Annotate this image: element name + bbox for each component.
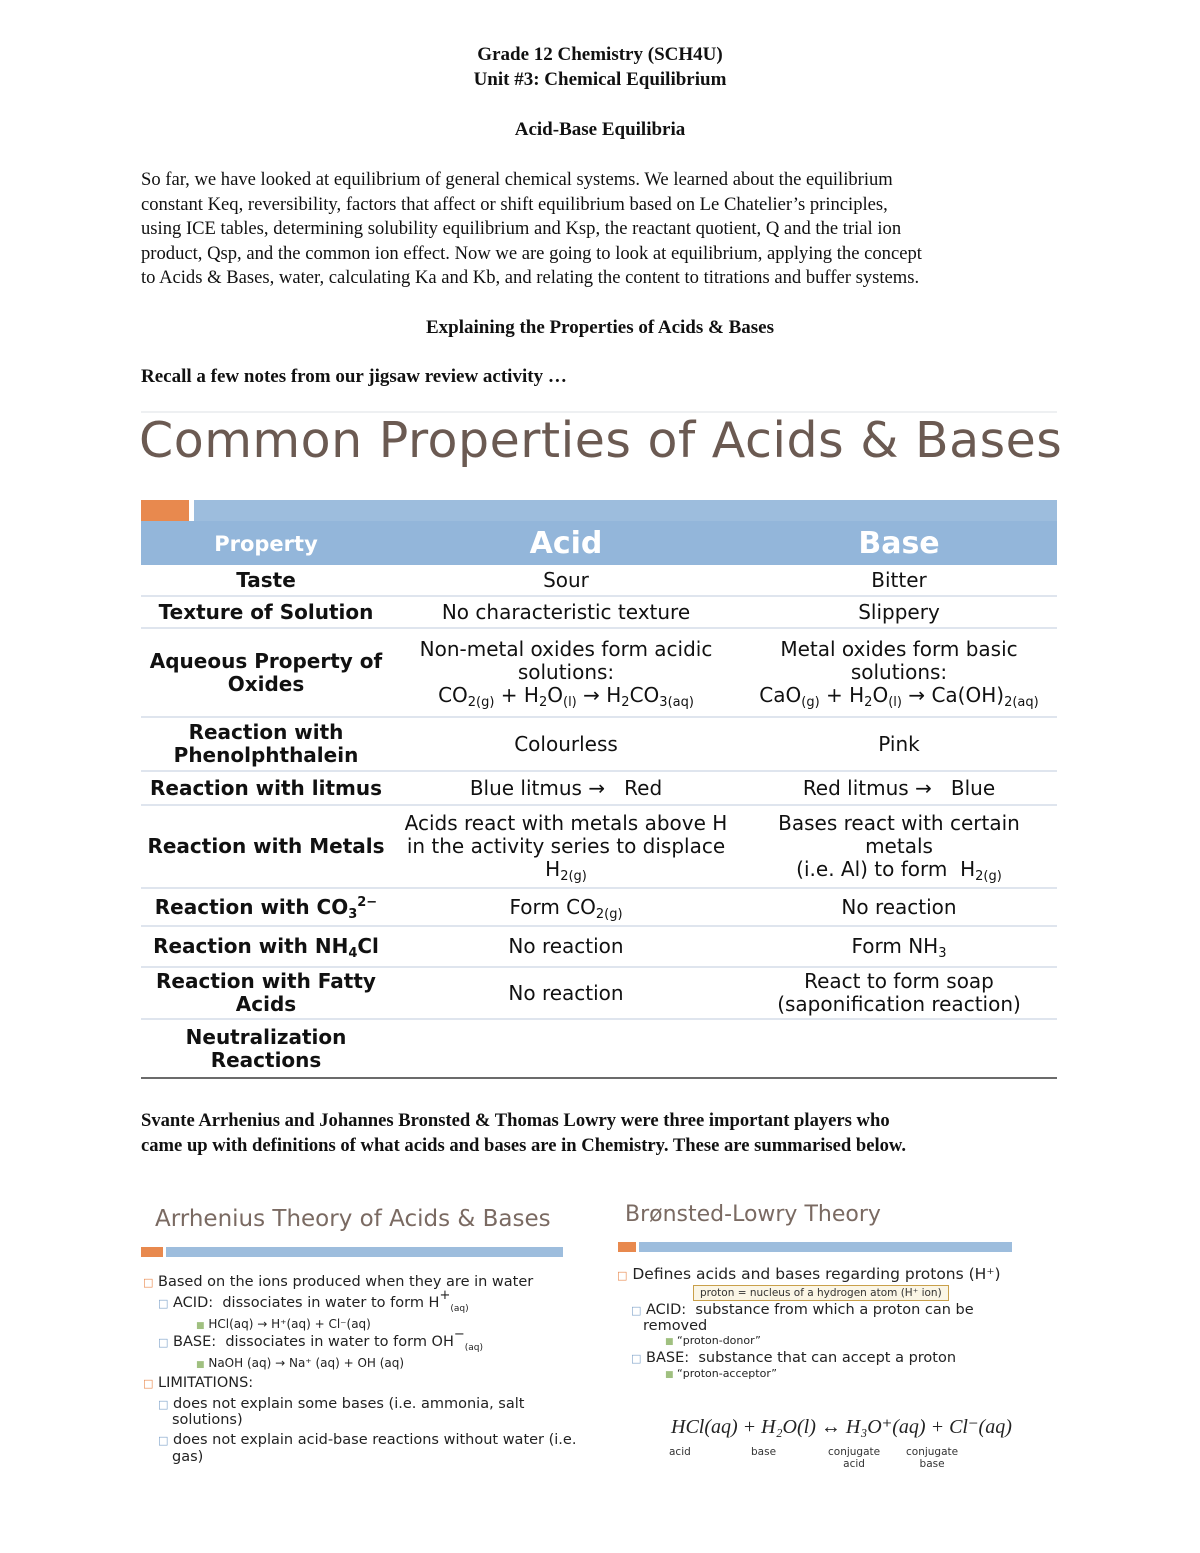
bullet-icon: □ (631, 1304, 642, 1317)
bullet-icon: ■ (196, 1360, 205, 1370)
cell-text: Red litmus (802, 775, 909, 800)
bullet-text: Based on the ions produced when they are in water (158, 1274, 534, 1290)
players-paragraph (141, 1108, 906, 1158)
bronsted-base (631, 1350, 956, 1366)
arrhenius-acid-example (196, 1317, 371, 1331)
bullet-icon: □ (158, 1336, 169, 1349)
bullet-text: Defines acids and bases regarding protons (H⁺) (632, 1265, 1001, 1283)
topic-title: Acid-Base Equilibria (514, 119, 686, 140)
eq-sub: 2 (864, 695, 873, 710)
arrhenius-accent-orange (141, 1247, 163, 1257)
cell-text: Reaction with CO (154, 894, 349, 919)
arrhenius-limit-1b: solutions) (172, 1412, 243, 1428)
label-line: conjugate (828, 1446, 881, 1458)
row-base (741, 628, 1057, 717)
eq-sub: (g) (801, 695, 820, 710)
cell-line: (saponification reaction) (777, 992, 1021, 1016)
row-base: Pink (741, 717, 1057, 771)
table-row (141, 565, 1057, 596)
intro-line: constant Keq, reversibility, factors that affect or shift equilibrium based on Le Chatelier’s principles, (141, 193, 888, 215)
section-heading: Explaining the Properties of Acids & Bases (426, 317, 774, 338)
eq-sub: 3(aq) (659, 695, 694, 710)
arrhenius-title: Arrhenius Theory of Acids & Bases (155, 1206, 551, 1232)
bullet-text: BASE: substance that can accept a proton (646, 1350, 957, 1366)
row-property (141, 628, 391, 717)
table-row (141, 888, 1057, 926)
row-acid: No reaction (391, 967, 741, 1019)
arrow-icon: → (576, 683, 607, 707)
bullet-text: HCl(aq) → H⁺(aq) + Cl⁻(aq) (208, 1317, 371, 1331)
bronsted-accent-orange (618, 1242, 636, 1252)
table-row (141, 926, 1057, 967)
cell-line: Reactions (210, 1047, 322, 1072)
cell-line: Acids (235, 992, 297, 1016)
eq-sub: 2 (621, 695, 630, 710)
cell-line: Acids react with metals above H (404, 811, 728, 835)
cell-text: Form CO (509, 894, 596, 919)
bullet-text: LIMITATIONS: (158, 1375, 254, 1391)
cell-line: solutions: (517, 660, 615, 684)
eq-part: O (872, 683, 889, 707)
row-base (741, 926, 1057, 967)
row-acid (391, 628, 741, 717)
row-base (741, 771, 1057, 805)
bullet-text: does not explain acid-base reactions without water (i.e. (173, 1432, 577, 1448)
row-acid: No reaction (391, 926, 741, 967)
bronsted-title: Brønsted-Lowry Theory (625, 1202, 881, 1227)
row-acid (391, 1019, 741, 1078)
row-property: Texture of Solution (141, 596, 391, 628)
eq-sub: (l) (563, 695, 577, 710)
bronsted-bullet (617, 1265, 1001, 1283)
eq-sub: 2(g) (560, 869, 587, 884)
cell-line: Metal oxides form basic (780, 637, 1018, 661)
eq-part: + H (819, 683, 865, 707)
row-property: Reaction with litmus (141, 771, 391, 805)
cell-text: H (545, 857, 561, 881)
eq-sub: (aq) (464, 1343, 484, 1353)
eq-sub: 2 (538, 695, 548, 710)
cell-text: Form NH (851, 934, 939, 958)
slide-accent-blue (194, 500, 1057, 521)
cell-line: Reaction with Fatty (156, 969, 376, 993)
cell-line: Non-metal oxides form acidic (419, 637, 713, 661)
eq-part: + H (494, 683, 539, 707)
bullet-icon: ■ (196, 1321, 205, 1331)
bronsted-acid (631, 1302, 974, 1318)
eq-sup: 2− (357, 894, 378, 910)
row-base (741, 805, 1057, 888)
arrhenius-accent-blue (166, 1247, 563, 1257)
row-property: Taste (141, 565, 391, 596)
cell-line: Neutralization (185, 1024, 347, 1049)
label-line: acid (843, 1458, 865, 1470)
row-property (141, 926, 391, 967)
eq-sub: (l) (888, 695, 902, 710)
properties-table (141, 565, 1057, 1079)
table-row (141, 717, 1057, 771)
cell-text: Red (624, 775, 663, 800)
arrhenius-limit-1 (158, 1396, 524, 1412)
cell-line: Bases react with certain metals (778, 811, 1020, 858)
row-property (141, 888, 391, 926)
arrow-icon: → (901, 683, 932, 707)
arrhenius-limit-2b: gas) (172, 1449, 204, 1465)
label-line: conjugate (906, 1446, 959, 1458)
bullet-text: ACID: substance from which a proton can be (646, 1302, 974, 1318)
col-header-base: Base (858, 526, 940, 561)
intro-paragraph (141, 168, 1056, 291)
eq-sub: 3 (348, 906, 358, 922)
label-conjugate-acid (828, 1446, 880, 1470)
table-row (141, 805, 1057, 888)
bullet-text: “proton-acceptor” (677, 1367, 778, 1380)
arrhenius-base (158, 1327, 484, 1353)
table-row (141, 967, 1057, 1019)
acid-oxide-equation (395, 683, 737, 710)
bullet-text: ACID: dissociates in water to form H (173, 1295, 440, 1311)
eq-sup: − (453, 1327, 465, 1342)
bullet-icon: □ (158, 1297, 169, 1310)
col-header-acid: Acid (529, 526, 603, 561)
cell-line: Aqueous Property of (149, 648, 383, 673)
slide-accent-orange (141, 500, 189, 521)
cell-line: Phenolphthalein (173, 743, 359, 767)
row-base: Slippery (741, 596, 1057, 628)
arrhenius-bullet (143, 1274, 533, 1290)
players-line: came up with definitions of what acids and bases are in Chemistry. These are summarised below. (141, 1135, 906, 1156)
table-row (141, 596, 1057, 628)
bullet-icon: □ (158, 1434, 169, 1447)
eq-part: H (606, 683, 622, 707)
row-property (141, 967, 391, 1019)
bullet-text: NaOH (aq) → Na⁺ (aq) + OH (aq) (208, 1356, 405, 1370)
bullet-icon: ■ (665, 1337, 674, 1347)
arrhenius-limit-2 (158, 1432, 576, 1448)
label-conjugate-base (906, 1446, 958, 1470)
cell-line (395, 857, 737, 884)
row-property (141, 717, 391, 771)
cell-text: Blue (950, 775, 996, 800)
proton-tooltip: proton = nucleus of a hydrogen atom (H⁺ ion) (693, 1285, 949, 1301)
bronsted-accent-blue (639, 1242, 1012, 1252)
cell-text: Reaction with NH (153, 934, 349, 958)
bullet-text: BASE: dissociates in water to form OH (173, 1334, 454, 1350)
row-acid (391, 771, 741, 805)
arrow-icon: → (915, 775, 932, 800)
table-row (141, 1019, 1057, 1078)
row-property (141, 1019, 391, 1078)
cell-line: Oxides (227, 671, 305, 696)
cell-line: Reaction with (188, 720, 344, 744)
row-acid: Sour (391, 565, 741, 596)
eq-sub: 2(g) (467, 695, 495, 710)
unit-title: Unit #3: Chemical Equilibrium (473, 69, 727, 90)
eq-part: Ca(OH) (931, 683, 1005, 707)
course-title: Grade 12 Chemistry (SCH4U) (477, 44, 723, 65)
intro-line: product, Qsp, and the common ion effect. Now we are going to look at equilibrium, applying the concept (141, 242, 922, 264)
recall-text: Recall a few notes from our jigsaw review activity … (141, 366, 567, 387)
cell-line: in the activity series to displace (406, 834, 726, 858)
properties-slide-title: Common Properties of Acids & Bases (139, 412, 1063, 469)
intro-line: using ICE tables, determining solubility equilibrium and Ksp, the reactant quotient, Q and the trial ion (141, 218, 902, 240)
bullet-icon: ■ (665, 1370, 674, 1380)
row-acid (391, 805, 741, 888)
row-base (741, 1019, 1057, 1078)
eq-sub: 2(g) (595, 906, 623, 922)
eq-sup: + (439, 1288, 451, 1303)
cell-line: React to form soap (804, 969, 994, 993)
bronsted-acid-sub (665, 1334, 761, 1347)
label-line: base (919, 1458, 945, 1470)
eq-part: CaO (759, 683, 802, 707)
base-oxide-equation (745, 683, 1053, 710)
eq-sub: 3 (938, 946, 947, 961)
eq-sub: 2(aq) (1004, 695, 1039, 710)
row-acid: Colourless (391, 717, 741, 771)
bullet-icon: □ (631, 1352, 642, 1365)
eq-part: O (547, 683, 563, 707)
cell-text: Cl (357, 934, 379, 958)
arrhenius-limitations (143, 1375, 253, 1391)
eq-part: CO (438, 683, 468, 707)
intro-line: So far, we have looked at equilibrium of general chemical systems. We learned about the equilibrium (141, 169, 893, 190)
bullet-icon: □ (617, 1269, 628, 1282)
col-header-property: Property (214, 532, 318, 556)
bullet-icon: □ (143, 1276, 154, 1289)
row-base: Bitter (741, 565, 1057, 596)
row-base (741, 967, 1057, 1019)
label-acid: acid (669, 1446, 691, 1458)
arrhenius-base-example (196, 1356, 404, 1370)
table-row (141, 628, 1057, 717)
eq-part: CO (629, 683, 660, 707)
cell-line (745, 857, 1053, 884)
eq-sub: (aq) (450, 1304, 469, 1314)
intro-line: to Acids & Bases, water, calculating Ka and Kb, and relating the content to titrations and buffer systems. (141, 267, 920, 289)
bronsted-acid-cont: removed (643, 1318, 708, 1334)
row-acid (391, 888, 741, 926)
bronsted-base-sub (665, 1367, 777, 1380)
label-base: base (751, 1446, 777, 1458)
row-base: No reaction (741, 888, 1057, 926)
row-acid: No characteristic texture (391, 596, 741, 628)
cell-text: (i.e. Al) to form H (796, 857, 976, 881)
eq-sub: 4 (348, 946, 358, 961)
bronsted-equation: HCl(aq) + H₂O(l) ↔ H₃O⁺(aq) + Cl⁻(aq) (671, 1416, 1012, 1438)
eq-sub: 2(g) (975, 869, 1002, 884)
cell-line: solutions: (850, 660, 948, 684)
table-row (141, 771, 1057, 805)
arrow-icon: → (588, 775, 606, 800)
arrhenius-acid (158, 1288, 469, 1314)
cell-text: Blue litmus (469, 775, 582, 800)
properties-table-header (141, 521, 1057, 565)
row-property: Reaction with Metals (141, 805, 391, 888)
bullet-icon: □ (158, 1398, 169, 1411)
bullet-icon: □ (143, 1377, 154, 1390)
players-line: Svante Arrhenius and Johannes Bronsted & Thomas Lowry were three important players who (141, 1110, 890, 1131)
bullet-text: does not explain some bases (i.e. ammonia, salt (173, 1396, 525, 1412)
bullet-text: “proton-donor” (677, 1334, 761, 1347)
